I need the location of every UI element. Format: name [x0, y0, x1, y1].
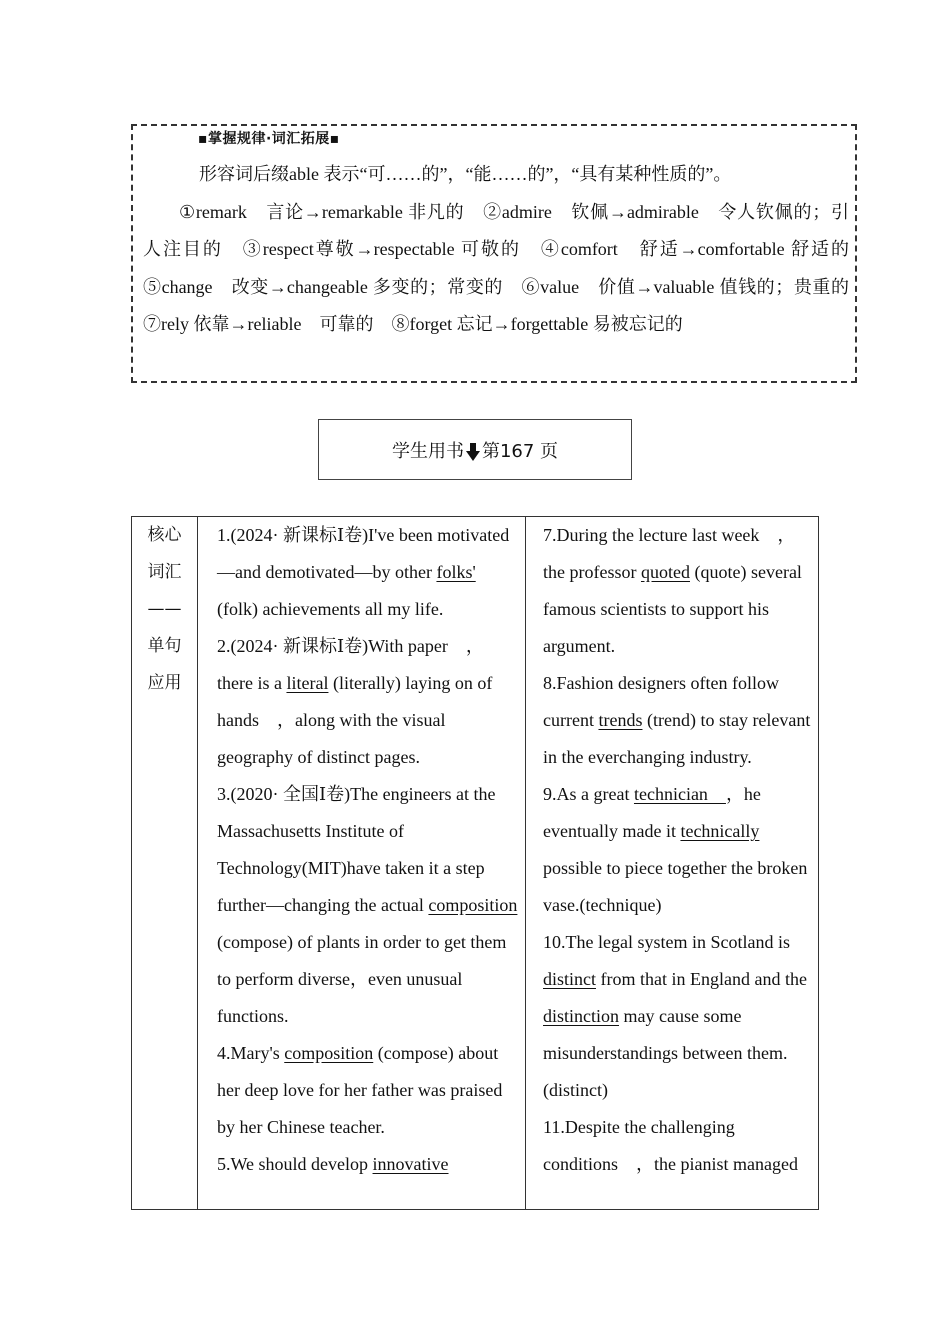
exercise-text: 5.We should develop — [217, 1154, 373, 1174]
exercise-text: 8.Fashion designers often follow current — [543, 673, 779, 730]
exercise-10 — [543, 924, 815, 1109]
exercise-text: possible to piece together the broken vase.(technique) — [543, 858, 808, 915]
exercise-1 — [217, 517, 519, 628]
exercise-column-left — [217, 517, 519, 1183]
exercise-9 — [543, 776, 815, 924]
exercise-text: 3.(2020· 全国Ⅰ卷)The engineers at the Massachusetts Institute of Technology(MIT)have taken it a step further—changing the actual — [217, 784, 496, 915]
exercise-text: 9.As a great — [543, 784, 634, 804]
exercise-text: from that in England and the — [596, 969, 807, 989]
exercise-text: ，he eventually made it — [543, 784, 761, 841]
exercise-text: 10.The legal system in Scotland is — [543, 932, 790, 952]
arrow-down-icon — [466, 443, 480, 461]
exercise-text: 7.During the lecture last week ，the professor — [543, 525, 796, 582]
answer-blank: quoted — [640, 562, 690, 582]
suffix-examples: ①remark 言论→remarkable 非凡的 ②admire 钦佩→admirable 令人钦佩的；引人注目的 ③respect尊敬→respectable 可敬的 ④comfort 舒适→comfortable 舒适的 ⑤change 改变→changeable 多变的；常变的 ⑥value 价值→valuable 值钱的；贵重的 ⑦rely 依靠→reliable 可靠的 ⑧forget 忘记→forgettable 易被忘记的 — [143, 201, 867, 334]
exercise-text: 1.(2024· 新课标Ⅰ卷)I've been motivated—and demotivated—by other — [217, 525, 510, 582]
exercise-3 — [217, 776, 519, 1035]
section-label-line: —— — [147, 599, 182, 619]
tips-body — [143, 156, 867, 344]
exercise-2 — [217, 628, 519, 776]
column-divider — [197, 517, 198, 1209]
exercise-5 — [217, 1146, 519, 1183]
tips-title: ▪掌握规律·词汇拓展▪ — [198, 131, 340, 147]
answer-blank: technician — [633, 784, 726, 804]
exercise-text: (compose) of plants in order to get them to perform diverse，even unusual functions. — [217, 932, 507, 1026]
section-label-line: 核心 — [147, 525, 182, 545]
answer-blank: folks' — [436, 562, 476, 582]
answer-blank: composition — [428, 895, 518, 915]
answer-blank: trends — [598, 710, 643, 730]
reference-prefix: 学生用书 — [391, 440, 464, 462]
answer-blank: technically — [680, 821, 760, 841]
reference-suffix: 页 — [534, 440, 559, 462]
section-label-line: 词汇 — [147, 562, 182, 582]
section-label — [132, 517, 197, 702]
exercise-text: (trend) to stay relevant in the everchanging industry. — [543, 710, 811, 767]
exercise-11 — [543, 1109, 815, 1183]
exercise-column-right — [543, 517, 815, 1183]
answer-blank: distinct — [543, 969, 596, 989]
answer-blank: distinction — [543, 1006, 619, 1026]
exercise-table — [131, 516, 819, 1210]
exercise-text: (compose) about her deep love for her father was praised by her Chinese teacher. — [217, 1043, 503, 1137]
answer-blank: composition — [284, 1043, 374, 1063]
suffix-rule: 形容词后缀able 表示“可……的”，“能……的”，“具有某种性质的”。 — [199, 164, 732, 184]
exercise-text: 2.(2024· 新课标Ⅰ卷)With paper ，there is a — [217, 636, 484, 693]
exercise-text: (folk) achievements all my life. — [217, 599, 444, 619]
reference-page: 第167 — [481, 440, 535, 462]
answer-blank: innovative — [372, 1154, 449, 1174]
page-reference-box — [318, 419, 632, 480]
section-label-line: 单句 — [147, 636, 182, 656]
exercise-4 — [217, 1035, 519, 1146]
exercise-text: (literally) laying on of hands ，along with the visual geography of distinct pages. — [217, 673, 493, 767]
exercise-text: 11.Despite the challenging conditions ，the pianist managed — [543, 1117, 798, 1174]
exercise-8 — [543, 665, 815, 776]
section-label-line: 应用 — [147, 673, 182, 693]
vocabulary-tips-box — [131, 124, 867, 383]
column-divider — [525, 517, 526, 1209]
exercise-text: may cause some misunderstandings between them.(distinct) — [543, 1006, 788, 1100]
exercise-text: 4.Mary's — [217, 1043, 285, 1063]
exercise-text: (quote) several famous scientists to support his argument. — [543, 562, 802, 656]
answer-blank: literal — [286, 673, 329, 693]
exercise-7 — [543, 517, 815, 665]
